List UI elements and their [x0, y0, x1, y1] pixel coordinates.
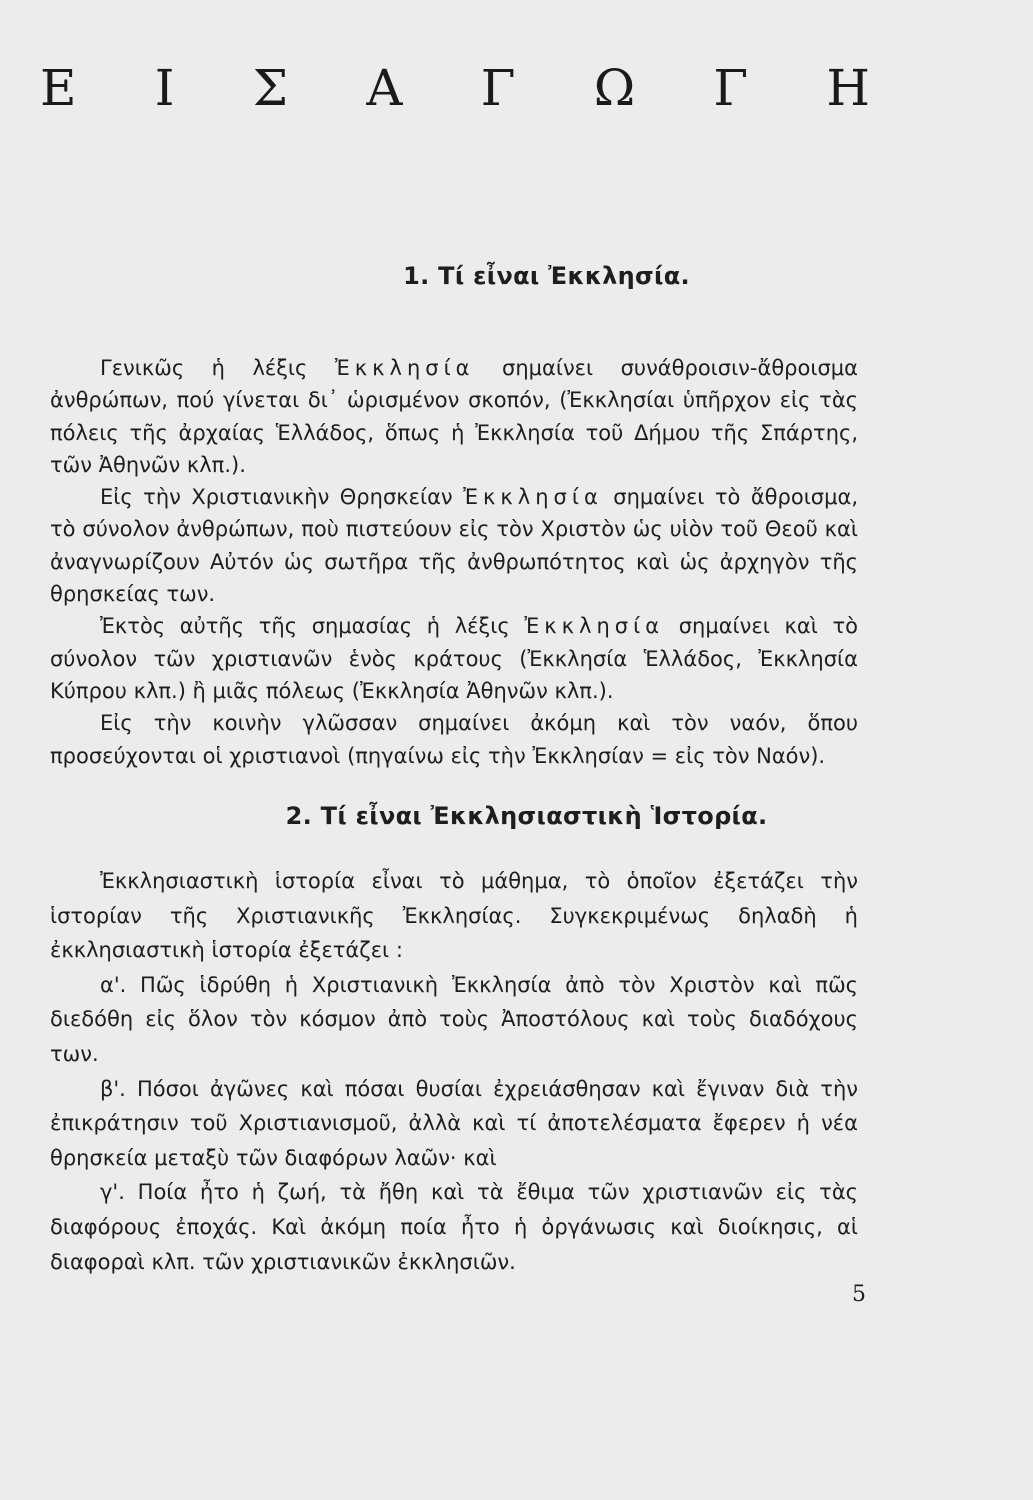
title-letter: Γ — [480, 59, 516, 117]
spaced-term: Ἐκκλησία — [334, 356, 475, 380]
title-letter: Ι — [154, 59, 175, 117]
paragraph — [50, 481, 858, 610]
list-item-gamma: γ'. Ποία ἦτο ἡ ζωή, τὰ ἤθη καὶ τὰ ἔθιμα τῶν χριστιανῶν εἰς τὰς διαφόρους ἐποχάς. Καὶ ἀκόμη ποία ἦτο ἡ ὀργάνωσις καὶ διοίκησις, αἱ διαφοραὶ κλπ. τῶν χριστιανικῶν ἐκκλησιῶν. — [50, 1180, 858, 1274]
section-2-heading: 2. Τί εἶναι Ἐκκλησιαστικὴ Ἱστορία. — [285, 802, 768, 830]
chapter-title — [40, 58, 870, 118]
title-letter: Α — [366, 59, 403, 117]
list-item-beta: β'. Πόσοι ἀγῶνες καὶ πόσαι θυσίαι ἐχρειάσθησαν καὶ ἔγιναν διὰ τὴν ἐπικράτησιν τοῦ Χριστιανισμοῦ, ἀλλὰ καὶ τί ἀποτελέσματα ἔφερεν ἡ νέα θρησκεία μεταξὺ τῶν διαφόρων λαῶν· καὶ — [50, 1076, 858, 1170]
section-1-heading: 1. Τί εἶναι Ἐκκλησία. — [403, 262, 690, 290]
paragraph-text: Εἰς τὴν Χριστιανικὴν Θρησκείαν — [100, 485, 464, 510]
title-letter: Γ — [713, 59, 749, 117]
spaced-term: Ἐκκλησία — [524, 614, 665, 639]
spaced-term: Ἐκκλησία — [463, 485, 603, 510]
paragraph-text: σημαίνει συνάθροισιν-ἄθροισμα ἀνθρώπων, πού γίνεται δι᾽ ὡρισμένον σκοπόν, (Ἐκκλησίαι ὑπῆρχον εἰς τὰς πόλεις τῆς ἀρχαίας Ἑλλάδος, ὅπως ἡ Ἐκκλησία τοῦ Δήμου τῆς Σπάρτης, τῶν Ἀθηνῶν κλπ.). — [50, 356, 858, 477]
paragraph — [50, 610, 858, 707]
paragraph-text: σημαίνει τὸ ἄθροισμα, τὸ σύνολον ἀνθρώπων, ποὺ πιστεύουν εἰς τὸν Χριστὸν ὡς υἱὸν τοῦ Θεοῦ καὶ ἀναγνωρίζουν Αὐτόν ὡς σωτῆρα τῆς ἀνθρωπότητος καὶ ὡς ἀρχηγὸν τῆς θρησκείας των. — [50, 485, 858, 607]
paragraph: Εἰς τὴν κοινὴν γλῶσσαν σημαίνει ἀκόμη καὶ τὸν ναόν, ὅπου προσεύχονται οἱ χριστιανοὶ (πηγαίνω εἰς τὴν Ἐκκλησίαν = εἰς τὸν Ναόν). — [50, 711, 858, 768]
title-letter: Σ — [252, 59, 289, 117]
paragraph-text: Γενικῶς ἡ λέξις — [100, 356, 335, 380]
section-1-body — [50, 352, 858, 772]
title-letter: Ω — [593, 59, 636, 117]
paragraph: Ἐκκλησιαστικὴ ἱστορία εἶναι τὸ μάθημα, τὸ ὁποῖον ἐξετάζει τὴν ἱστορίαν τῆς Χριστιανικῆς Ἐκκλησίας. Συγκεκριμένως δηλαδὴ ἡ ἐκκλησιαστικὴ ἱστορία ἐξετάζει : — [50, 869, 858, 963]
section-2-body — [50, 864, 858, 1279]
paragraph — [50, 352, 858, 481]
list-item-alpha: α'. Πῶς ἱδρύθη ἡ Χριστιανικὴ Ἐκκλησία ἀπὸ τὸν Χριστὸν καὶ πῶς διεδόθη εἰς ὅλον τὸν κόσμον ἀπὸ τοὺς Ἀποστόλους καὶ τοὺς διαδόχους των. — [50, 972, 858, 1066]
title-letter: Η — [826, 59, 870, 117]
page-number: 5 — [852, 1282, 866, 1307]
paragraph-text: Ἐκτὸς αὐτῆς τῆς σημασίας ἡ λέξις — [100, 614, 525, 639]
paragraph-text: σημαίνει καὶ τὸ σύνολον τῶν χριστιανῶν ἑνὸς κράτους (Ἐκκλησία Ἑλλάδος, Ἐκκλησία Κύπρου κλπ.) ἢ μιᾶς πόλεως (Ἐκκλησία Ἀθηνῶν κλπ.). — [50, 614, 859, 703]
title-letter: Ε — [40, 59, 77, 117]
